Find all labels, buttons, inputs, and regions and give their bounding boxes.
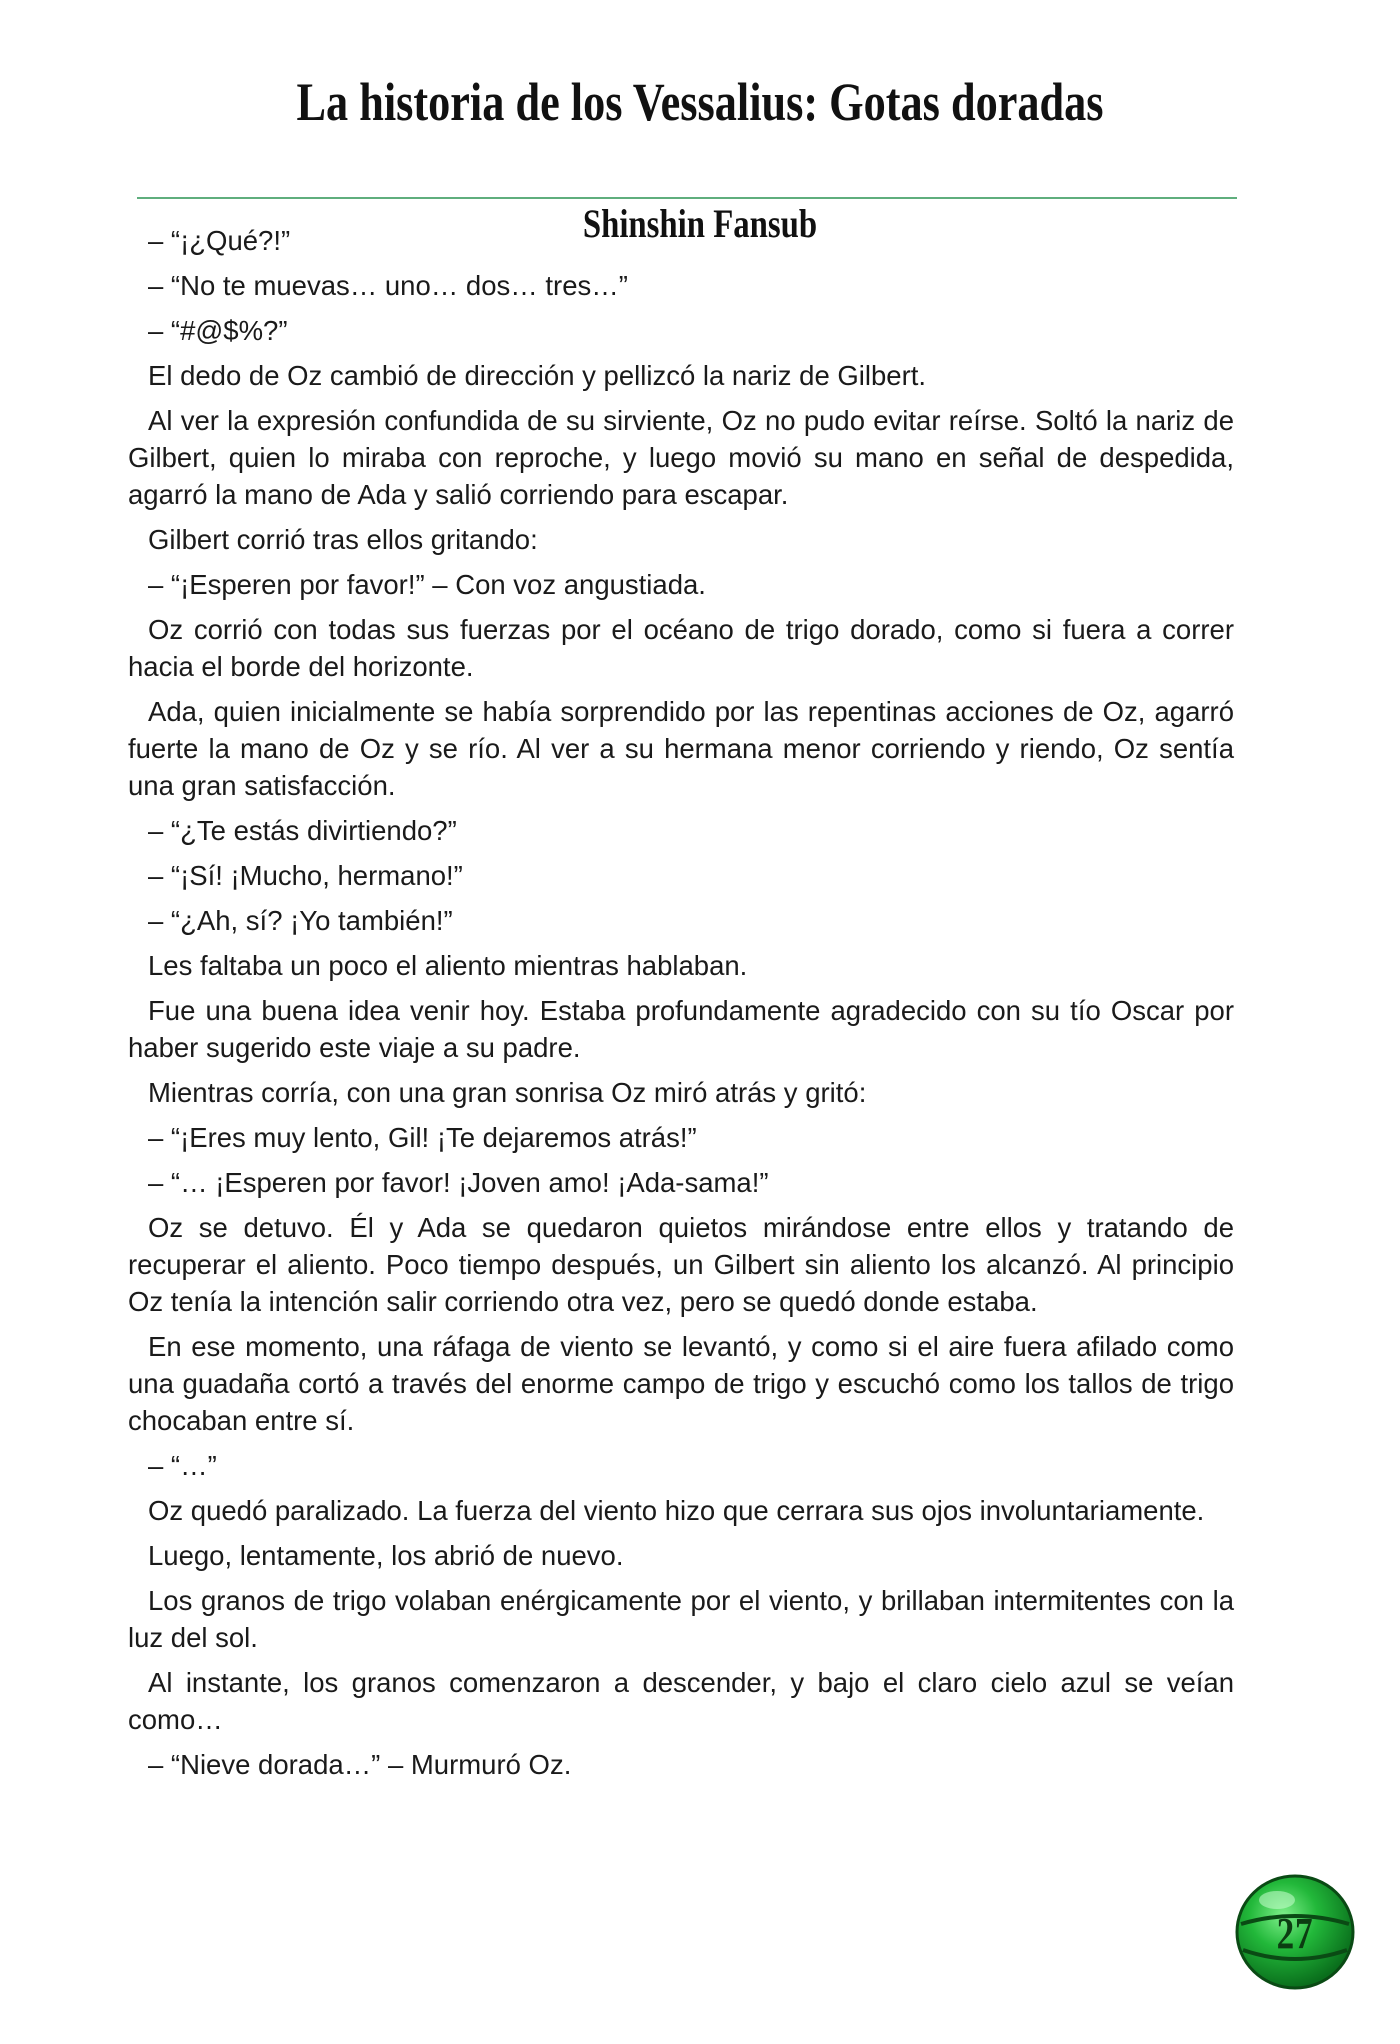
prose-paragraph: Oz quedó paralizado. La fuerza del viento hizo que cerrara sus ojos involuntariamente.: [148, 1495, 1205, 1526]
dialogue-line: – “…”: [148, 1450, 217, 1481]
book-title: La historia de los Vessalius: Gotas doradas: [296, 72, 1104, 132]
prose-paragraph: Al instante, los granos comenzaron a descender, y bajo el claro cielo azul se veían como…: [128, 1667, 1234, 1735]
prose-paragraph: Los granos de trigo volaban enérgicamente por el viento, y brillaban intermitentes con la luz del sol.: [128, 1585, 1234, 1653]
prose-paragraph: Luego, lentamente, los abrió de nuevo.: [148, 1540, 624, 1571]
dialogue-line: – “#@$%?”: [148, 315, 288, 346]
prose-paragraph: Oz corrió con todas sus fuerzas por el océano de trigo dorado, como si fuera a correr hacia el borde del horizonte.: [128, 614, 1234, 682]
dialogue-line: – “¿Ah, sí? ¡Yo también!”: [148, 905, 453, 936]
page-number-badge: [1233, 1872, 1357, 1992]
dialogue-line: – “… ¡Esperen por favor! ¡Joven amo! ¡Ada-sama!”: [148, 1167, 769, 1198]
header-rule: [137, 197, 1237, 199]
dialogue-line: – “¡Eres muy lento, Gil! ¡Te dejaremos atrás!”: [148, 1122, 697, 1153]
prose-paragraph: Al ver la expresión confundida de su sirviente, Oz no pudo evitar reírse. Soltó la nariz de Gilbert, quien lo miraba con reproche, y luego movió su mano en señal de despedida, agarró la mano de Ada y salió corriendo para escapar.: [128, 405, 1234, 510]
dialogue-line: – “¡Sí! ¡Mucho, hermano!”: [148, 860, 463, 891]
dialogue-line: – “Nieve dorada…” – Murmuró Oz.: [148, 1749, 572, 1780]
prose-paragraph: Oz se detuvo. Él y Ada se quedaron quietos mirándose entre ellos y tratando de recuperar el aliento. Poco tiempo después, un Gilbert sin aliento los alcanzó. Al principio Oz tenía la intención salir corriendo otra vez, pero se quedó donde estaba.: [128, 1212, 1234, 1317]
dialogue-line: – “¡Esperen por favor!” – Con voz angustiada.: [148, 569, 706, 600]
page-body: [128, 222, 1234, 1791]
prose-paragraph: En ese momento, una ráfaga de viento se levantó, y como si el aire fuera afilado como una guadaña cortó a través del enorme campo de trigo y escuchó como los tallos de trigo chocaban entre sí.: [128, 1331, 1234, 1436]
dialogue-line: – “No te muevas… uno… dos… tres…”: [148, 270, 628, 301]
dialogue-line: – “¿Te estás divirtiendo?”: [148, 815, 457, 846]
prose-paragraph: Ada, quien inicialmente se había sorprendido por las repentinas acciones de Oz, agarró fuerte la mano de Oz y se río. Al ver a su hermana menor corriendo y riendo, Oz sentía una gran satisfacción.: [128, 696, 1234, 801]
fansub-credit: Shinshin Fansub: [582, 201, 818, 246]
prose-paragraph: Les faltaba un poco el aliento mientras hablaban.: [148, 950, 748, 981]
prose-paragraph: Mientras corría, con una gran sonrisa Oz miró atrás y gritó:: [148, 1077, 867, 1108]
page-number: 27: [1276, 1909, 1314, 1958]
prose-paragraph: El dedo de Oz cambió de dirección y pellizcó la nariz de Gilbert.: [148, 360, 927, 391]
prose-paragraph: Gilbert corrió tras ellos gritando:: [148, 524, 538, 555]
prose-paragraph: Fue una buena idea venir hoy. Estaba profundamente agradecido con su tío Oscar por haber sugerido este viaje a su padre.: [128, 995, 1234, 1063]
dialogue-line: – “¡¿Qué?!”: [148, 225, 291, 256]
